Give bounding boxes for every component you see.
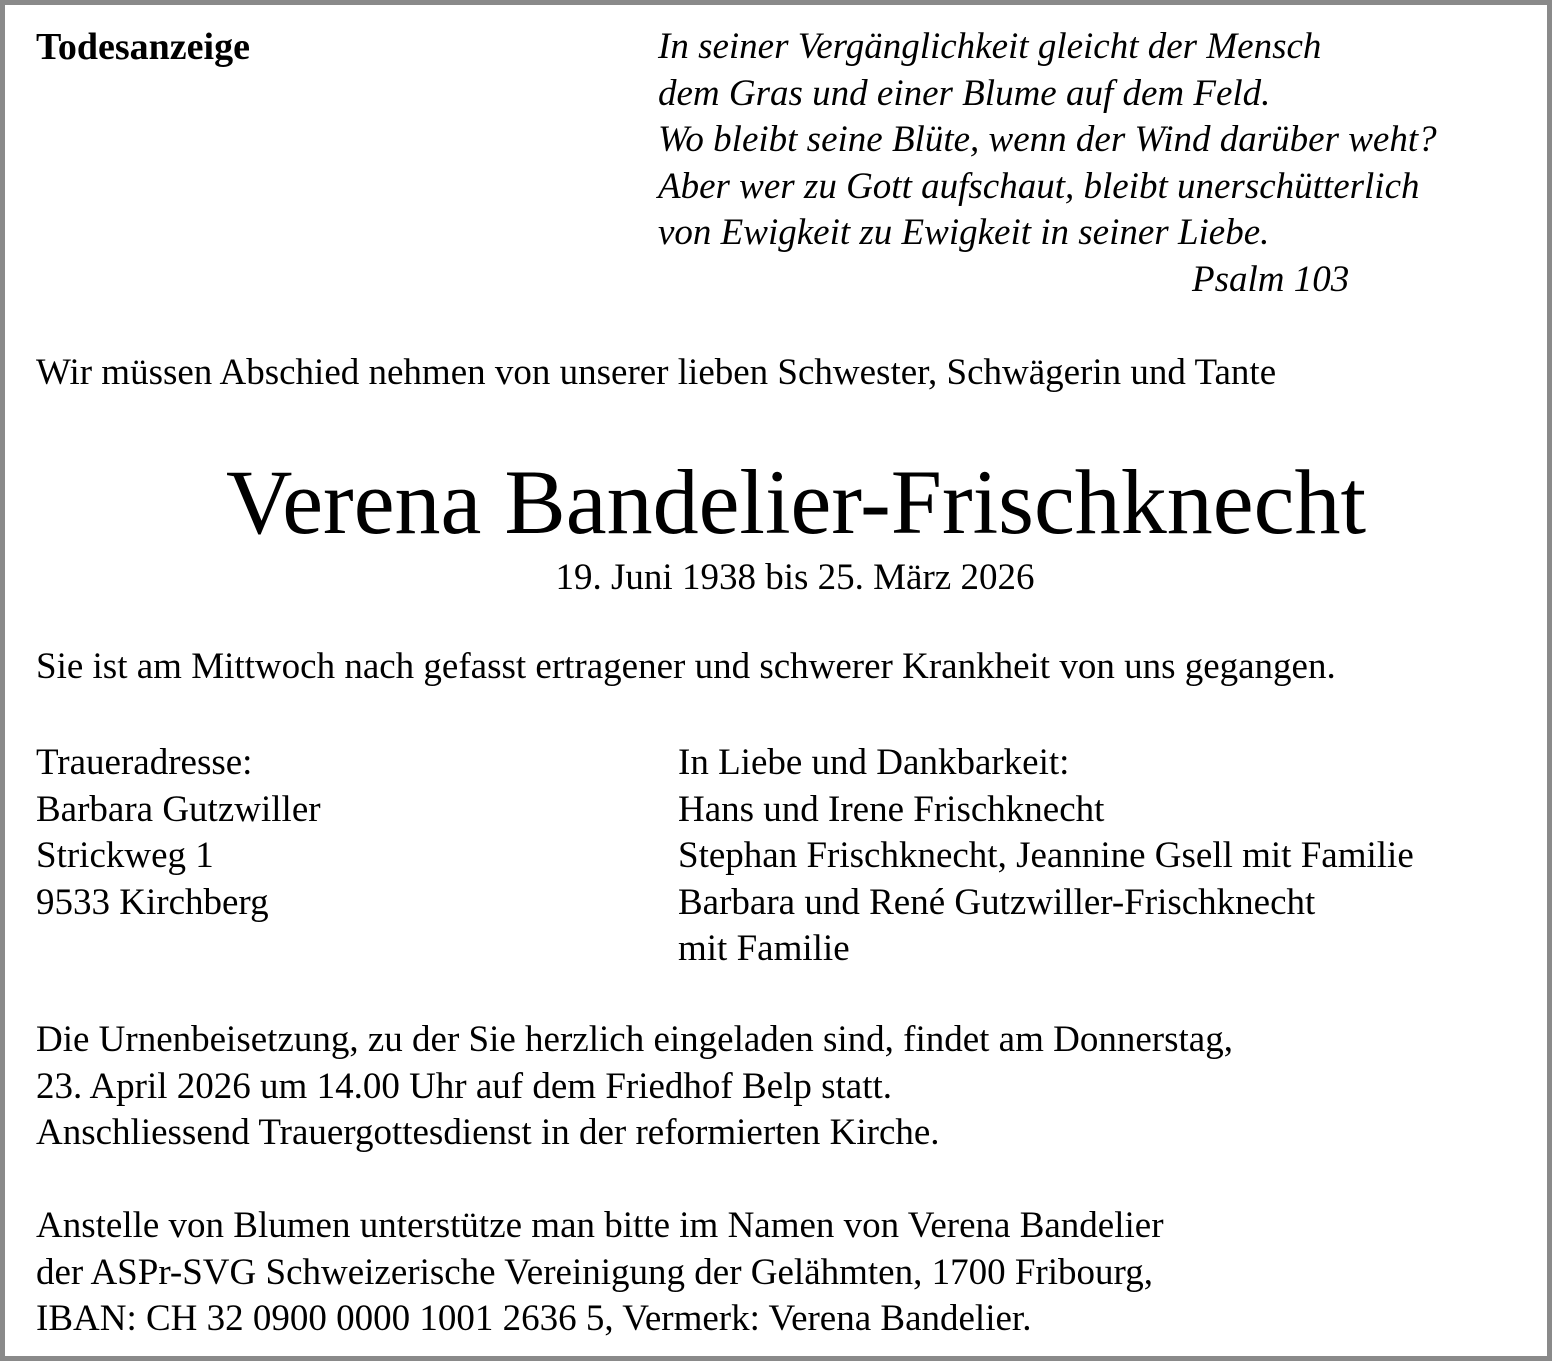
deceased-name: Verena Bandelier-Frischknecht xyxy=(225,451,1367,553)
mourners-list xyxy=(678,740,1414,973)
mourner-line: Hans und Irene Frischknecht xyxy=(678,788,1105,830)
psalm-line: von Ewigkeit zu Ewigkeit in seiner Liebe. xyxy=(658,212,1270,253)
notice-heading: Todesanzeige xyxy=(36,26,250,68)
intro-text: Wir müssen Abschied nehmen von unserer lieben Schwester, Schwägerin und Tante xyxy=(36,352,1277,393)
psalm-line: Aber wer zu Gott aufschaut, bleibt unerschütterlich xyxy=(658,165,1420,207)
donation-line: IBAN: CH 32 0900 0000 1001 2636 5, Vermerk: Verena Bandelier. xyxy=(36,1298,1032,1339)
mourner-line: mit Familie xyxy=(678,928,850,969)
donation-line: Anstelle von Blumen unterstütze man bitte im Namen von Verena Bandelier xyxy=(36,1205,1164,1246)
ceremony-line: 23. April 2026 um 14.00 Uhr auf dem Friedhof Belp statt. xyxy=(36,1065,893,1107)
ceremony-line: Die Urnenbeisetzung, zu der Sie herzlich eingeladen sind, findet am Donnerstag, xyxy=(36,1019,1233,1060)
donation-info xyxy=(36,1203,1164,1343)
address-line: Barbara Gutzwiller xyxy=(36,788,321,830)
ceremony-info xyxy=(36,1017,1233,1157)
donation-line: der ASPr-SVG Schweizerische Vereinigung der Gelähmten, 1700 Fribourg, xyxy=(36,1251,1153,1293)
ceremony-line: Anschliessend Trauergottesdienst in der reformierten Kirche. xyxy=(36,1112,940,1153)
psalm-line: dem Gras und einer Blume auf dem Feld. xyxy=(658,72,1271,114)
mourning-address xyxy=(36,740,321,926)
psalm-line: Wo bleibt seine Blüte, wenn der Wind darüber weht? xyxy=(658,119,1437,160)
mourner-line: Barbara und René Gutzwiller-Frischknecht xyxy=(678,881,1316,923)
psalm-reference: Psalm 103 xyxy=(1192,259,1350,300)
psalm-line: In seiner Vergänglichkeit gleicht der Mensch xyxy=(658,26,1322,67)
address-label: Traueradresse: xyxy=(36,742,253,783)
death-statement: Sie ist am Mittwoch nach gefasst ertragener und schwerer Krankheit von uns gegangen. xyxy=(36,646,1336,687)
address-line: Strickweg 1 xyxy=(36,835,214,876)
life-dates: 19. Juni 1938 bis 25. März 2026 xyxy=(555,557,1035,598)
mourner-line: Stephan Frischknecht, Jeannine Gsell mit Familie xyxy=(678,835,1414,876)
psalm-quote xyxy=(658,24,1437,257)
mourners-label: In Liebe und Dankbarkeit: xyxy=(678,742,1070,783)
address-line: 9533 Kirchberg xyxy=(36,881,269,923)
